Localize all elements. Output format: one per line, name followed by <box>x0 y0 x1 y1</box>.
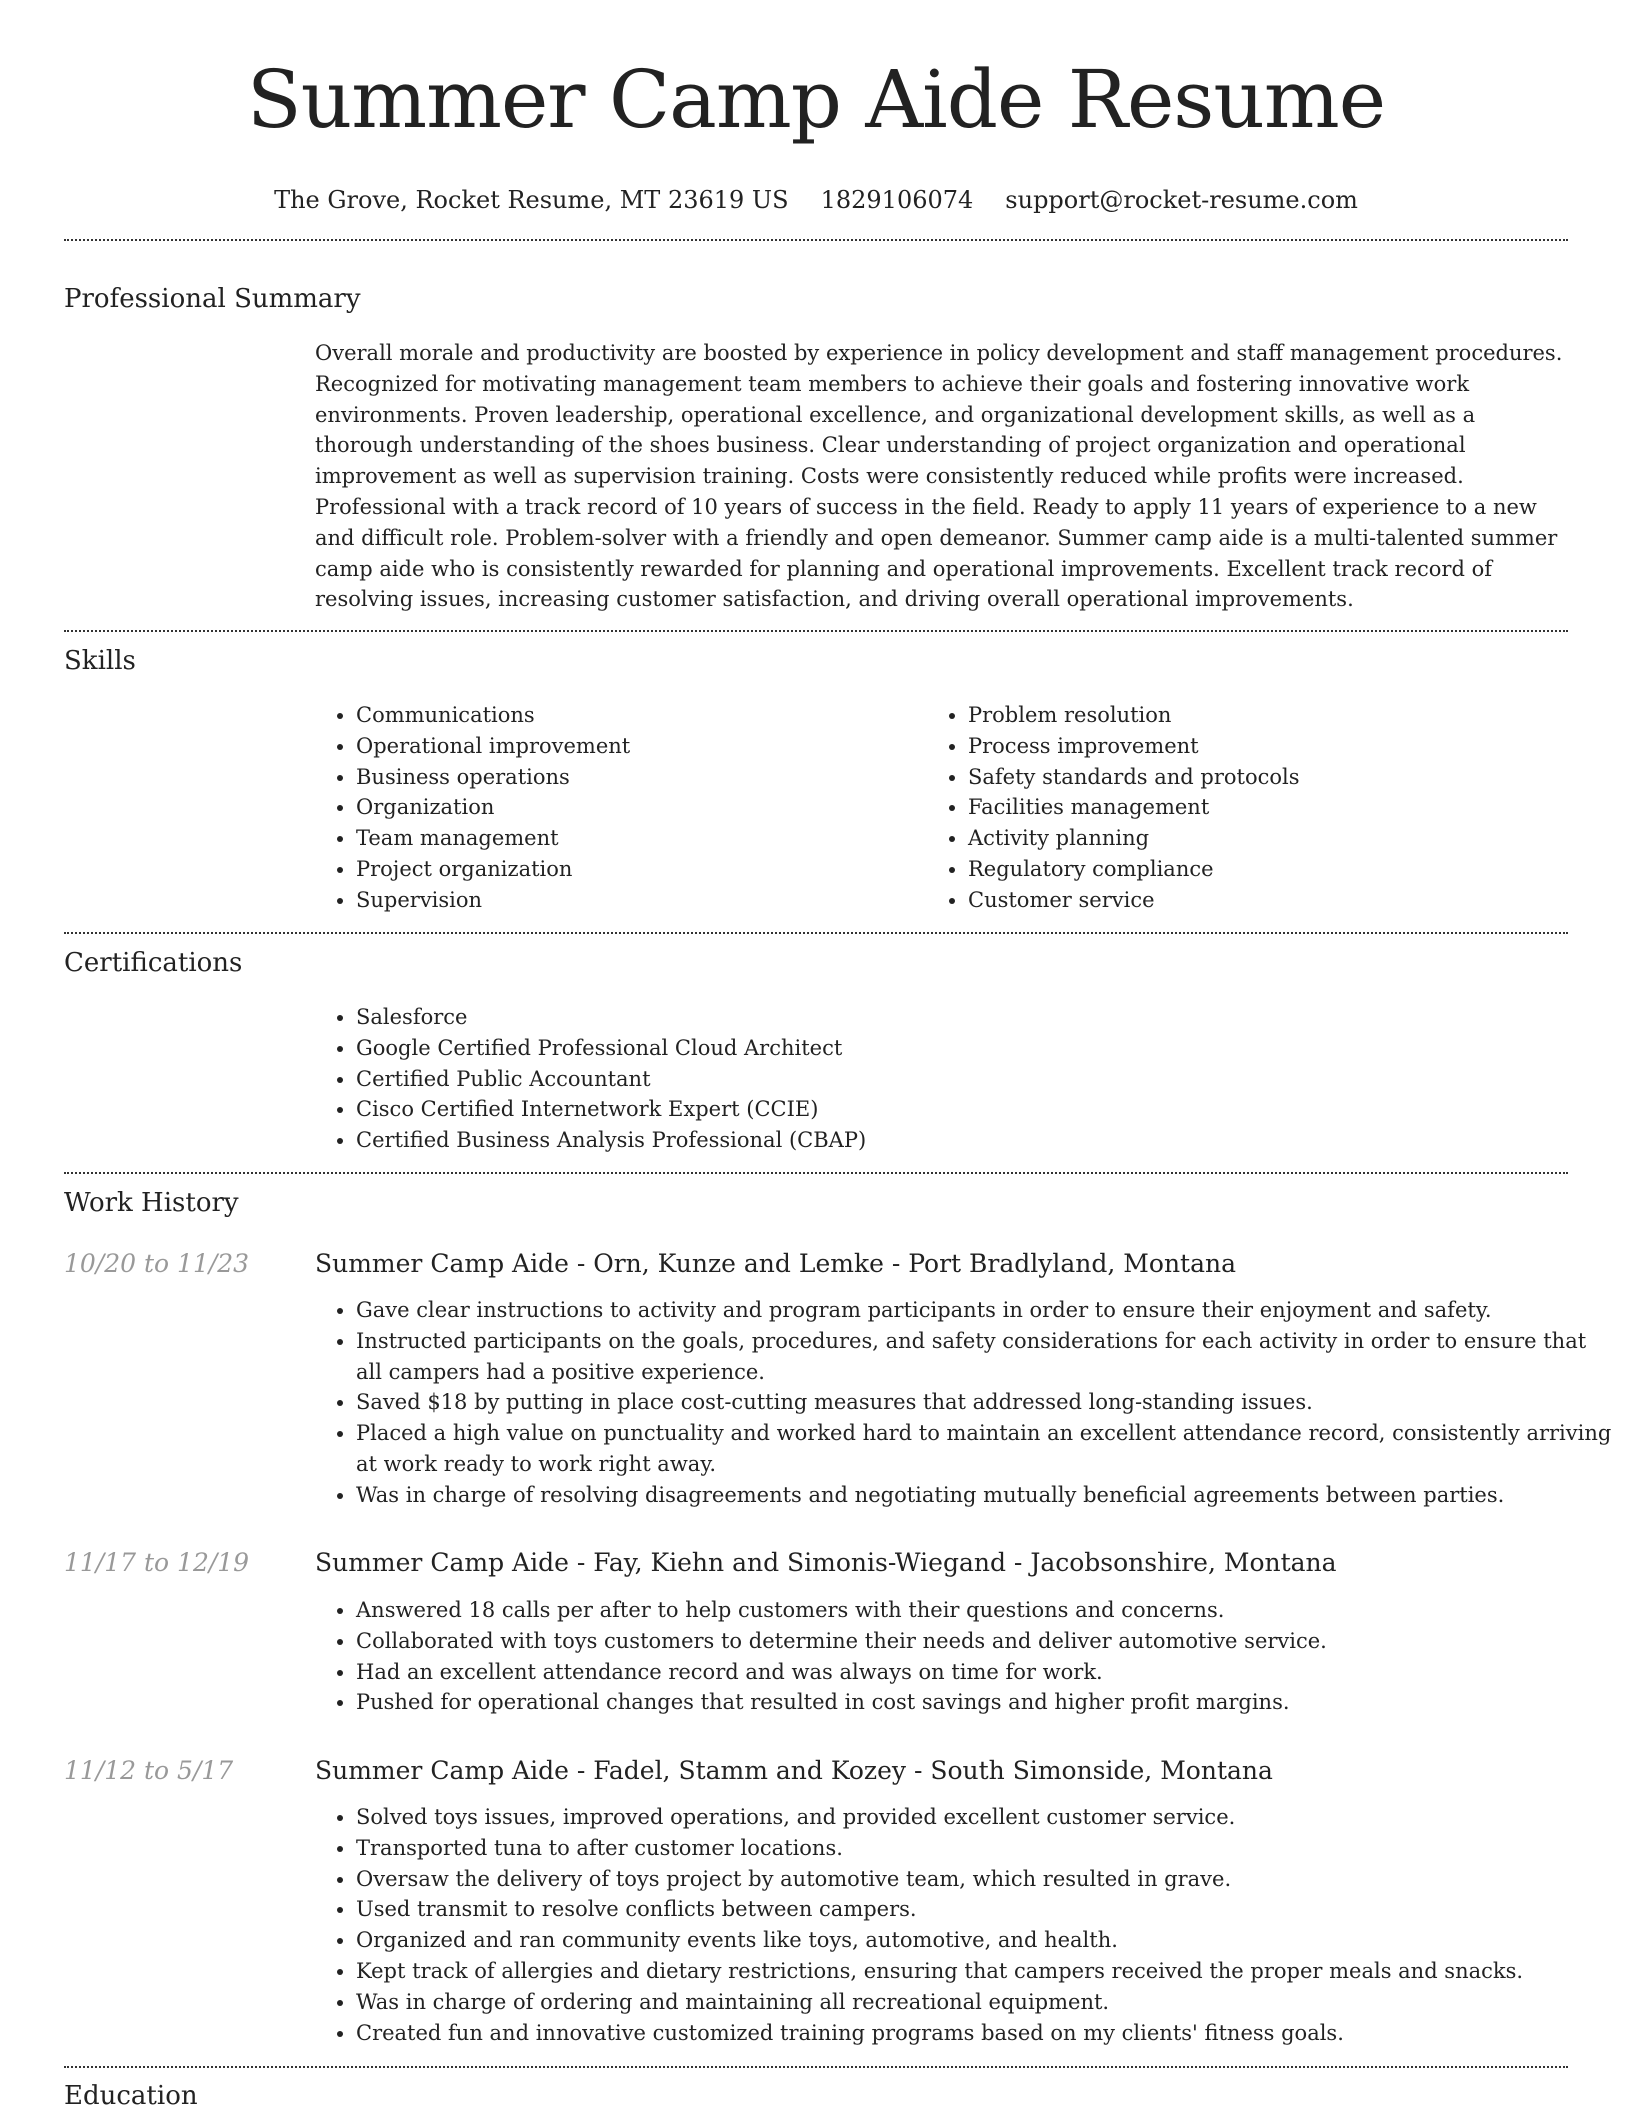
skill-item: • Organization <box>356 792 916 823</box>
resume-title: Summer Camp Aide Resume <box>246 53 1386 146</box>
job-bullet: • Solved toys issues, improved operations, and provided excellent customer service. <box>356 1802 1612 1833</box>
skill-item: • Project organization <box>356 854 916 885</box>
skill-item: • Process improvement <box>968 731 1528 762</box>
skill-item: • Business operations <box>356 762 916 793</box>
resume-header <box>0 0 1632 216</box>
section-divider <box>64 2066 1568 2068</box>
skill-item: • Safety standards and protocols <box>968 762 1528 793</box>
skills-list-right <box>924 700 1528 916</box>
skill-item: • Supervision <box>356 885 916 916</box>
education-heading: Education <box>64 2081 198 2111</box>
skill-item: • Facilities management <box>968 792 1528 823</box>
job-bullet: • Was in charge of ordering and maintaining all recreational equipment. <box>356 1987 1612 2018</box>
job-bullet: • Collaborated with toys customers to determine their needs and deliver automotive service. <box>356 1626 1612 1657</box>
skill-item: • Activity planning <box>968 823 1528 854</box>
job-title: Summer Camp Aide - Orn, Kunze and Lemke - Port Bradlyland, Montana <box>315 1249 1236 1278</box>
work-history-heading: Work History <box>64 1188 239 1218</box>
job-bullet: • Answered 18 calls per after to help customers with their questions and concerns. <box>356 1595 1612 1626</box>
section-divider <box>64 239 1568 241</box>
skill-item: • Communications <box>356 700 916 731</box>
skill-item: • Customer service <box>968 885 1528 916</box>
certification-item: • Certified Public Accountant <box>356 1064 1556 1095</box>
job-bullet: • Was in charge of resolving disagreements and negotiating mutually beneficial agreements between parties. <box>356 1480 1612 1511</box>
certifications-list <box>312 1002 1556 1156</box>
job-bullet: • Placed a high value on punctuality and worked hard to maintain an excellent attendance record, consistently arriving at work ready to work right away. <box>356 1418 1612 1480</box>
job-bullet: • Instructed participants on the goals, procedures, and safety considerations for each activity in order to ensure that all campers had a positive experience. <box>356 1326 1612 1388</box>
job-title: Summer Camp Aide - Fadel, Stamm and Kozey - South Simonside, Montana <box>315 1756 1273 1785</box>
job-bullet: • Created fun and innovative customized training programs based on my clients' fitness goals. <box>356 2018 1612 2049</box>
certification-item: • Certified Business Analysis Professional (CBAP) <box>356 1125 1556 1156</box>
job-dates: 11/17 to 12/19 <box>64 1548 250 1577</box>
skill-item: • Regulatory compliance <box>968 854 1528 885</box>
certifications-heading: Certifications <box>64 948 243 978</box>
job-bullets <box>312 1595 1612 1718</box>
job-bullet: • Oversaw the delivery of toys project by automotive team, which resulted in grave. <box>356 1864 1612 1895</box>
contact-email: support@rocket-resume.com <box>1005 186 1358 214</box>
job-bullet: • Pushed for operational changes that resulted in cost savings and higher profit margins. <box>356 1687 1612 1718</box>
job-bullets <box>312 1802 1612 2048</box>
job-bullet: • Used transmit to resolve conflicts between campers. <box>356 1894 1612 1925</box>
contact-address: The Grove, Rocket Resume, MT 23619 US <box>274 186 789 214</box>
job-bullet: • Transported tuna to after customer locations. <box>356 1833 1612 1864</box>
certification-item: • Salesforce <box>356 1002 1556 1033</box>
job-dates: 11/12 to 5/17 <box>64 1756 234 1785</box>
summary-heading: Professional Summary <box>64 284 361 314</box>
skill-item: • Problem resolution <box>968 700 1528 731</box>
summary-text: Overall morale and productivity are boosted by experience in policy development and staff management procedures. Recognized for motivating management team members to achieve their goals and fostering innovative work environments. Proven leadership, operational excellence, and organizational development skills, as well as a thorough understanding of the shoes business. Clear understanding of project organization and operational improvement as well as supervision training. Costs were consistently reduced while profits were increased. Professional with a track record of 10 years of success in the field. Ready to apply 11 years of experience to a new and difficult role. Problem-solver with a friendly and open demeanor. Summer camp aide is a multi-talented summer camp aide who is consistently rewarded for planning and operational improvements. Excellent track record of resolving issues, increasing customer satisfaction, and driving overall operational improvements. <box>315 341 1563 612</box>
job-dates: 10/20 to 11/23 <box>64 1249 250 1278</box>
job-bullet: • Gave clear instructions to activity and program participants in order to ensure their enjoyment and safety. <box>356 1295 1612 1326</box>
job-bullet: • Kept track of allergies and dietary restrictions, ensuring that campers received the proper meals and snacks. <box>356 1956 1612 1987</box>
skill-item: • Operational improvement <box>356 731 916 762</box>
skill-item: • Team management <box>356 823 916 854</box>
certification-item: • Cisco Certified Internetwork Expert (CCIE) <box>356 1094 1556 1125</box>
job-bullets <box>312 1295 1612 1511</box>
skills-list-left <box>312 700 916 916</box>
job-bullet: • Had an excellent attendance record and was always on time for work. <box>356 1657 1612 1688</box>
job-title: Summer Camp Aide - Fay, Kiehn and Simonis-Wiegand - Jacobsonshire, Montana <box>315 1548 1337 1577</box>
section-divider <box>64 1172 1568 1174</box>
job-bullet: • Saved $18 by putting in place cost-cutting measures that addressed long-standing issues. <box>356 1387 1612 1418</box>
job-bullet: • Organized and ran community events like toys, automotive, and health. <box>356 1925 1612 1956</box>
skills-heading: Skills <box>64 646 136 676</box>
section-divider <box>64 630 1568 632</box>
contact-line <box>0 184 1632 216</box>
certification-item: • Google Certified Professional Cloud Architect <box>356 1033 1556 1064</box>
section-divider <box>64 932 1568 934</box>
contact-phone: 1829106074 <box>820 186 974 214</box>
